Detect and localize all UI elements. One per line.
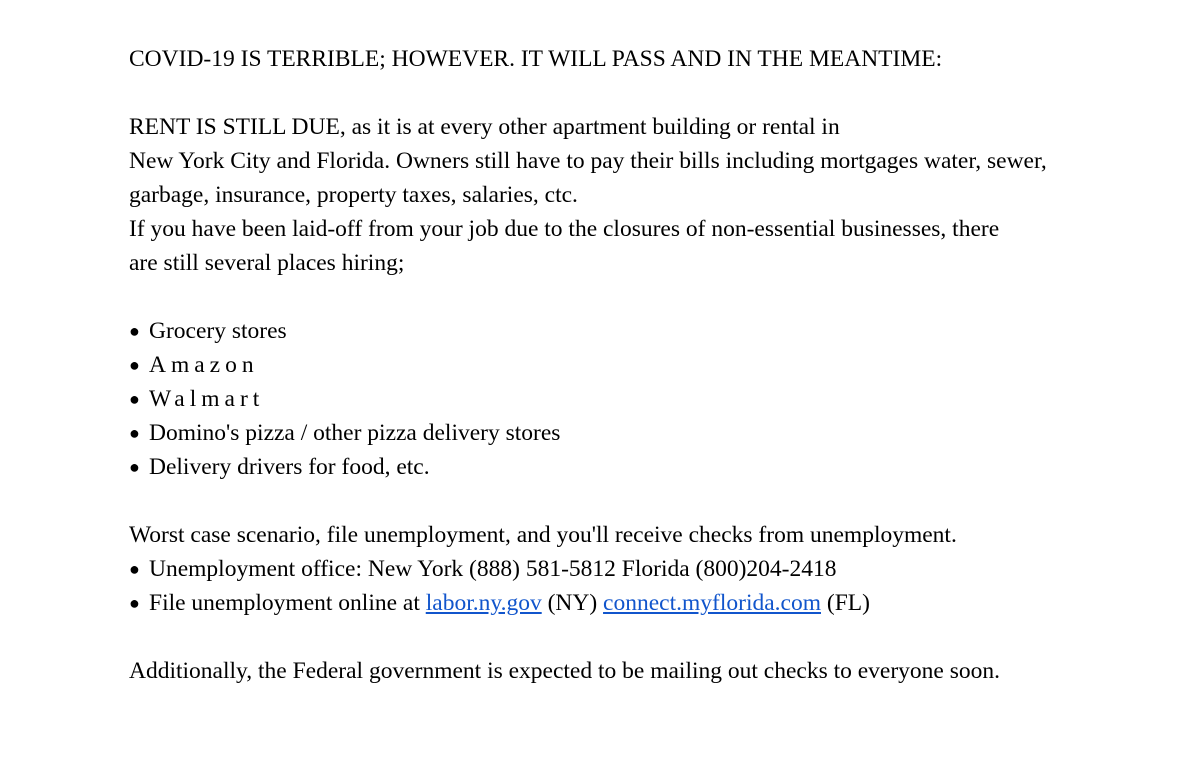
- list-item: [129, 552, 1139, 586]
- rent-paragraph: [129, 110, 1139, 280]
- list-item: [129, 348, 1139, 382]
- unemployment-list: [129, 552, 1139, 620]
- bullet-icon: ●: [129, 389, 140, 409]
- spacer: [129, 76, 1139, 110]
- list-item: [129, 314, 1139, 348]
- list-item-text: Domino's pizza / other pizza delivery stores: [149, 420, 561, 446]
- list-item-text: Grocery stores: [149, 318, 287, 344]
- rent-line-5: are still several places hiring;: [129, 250, 405, 276]
- bullet-icon: ●: [129, 423, 140, 443]
- list-item-text: Delivery drivers for food, etc.: [149, 454, 430, 480]
- connect-myflorida-link[interactable]: connect.myflorida.com: [603, 590, 821, 616]
- ny-suffix: (NY): [541, 590, 604, 616]
- rent-line-3: garbage, insurance, property taxes, salaries, ctc.: [129, 182, 578, 208]
- fl-suffix: (FL): [821, 590, 870, 616]
- list-item-text: Amazon: [149, 352, 259, 378]
- hiring-list: [129, 314, 1139, 484]
- rent-line-4: If you have been laid-off from your job due to the closures of non-essential businesses, there: [129, 216, 1000, 242]
- rent-line-1: RENT IS STILL DUE, as it is at every other apartment building or rental in: [129, 114, 840, 140]
- unemployment-intro: Worst case scenario, file unemployment, and you'll receive checks from unemployment.: [129, 522, 957, 548]
- bullet-icon: ●: [129, 321, 140, 341]
- list-item: [129, 416, 1139, 450]
- bullet-icon: ●: [129, 355, 140, 375]
- labor-ny-gov-link[interactable]: labor.ny.gov: [425, 590, 542, 616]
- file-online-prefix: File unemployment online at: [149, 590, 426, 616]
- closing-paragraph: Additionally, the Federal government is expected to be mailing out checks to everyone soon.: [129, 658, 1001, 684]
- bullet-icon: ●: [129, 593, 140, 613]
- bullet-icon: ●: [129, 457, 140, 477]
- spacer: [129, 280, 1139, 314]
- unemployment-office-text: Unemployment office: New York (888) 581-5812 Florida (800)204-2418: [149, 556, 837, 582]
- list-item: [129, 450, 1139, 484]
- heading: COVID-19 IS TERRIBLE; HOWEVER. IT WILL PASS AND IN THE MEANTIME:: [129, 46, 943, 72]
- document-body: [129, 42, 1139, 688]
- spacer: [129, 484, 1139, 518]
- spacer: [129, 620, 1139, 654]
- bullet-icon: ●: [129, 559, 140, 579]
- list-item-text: Walmart: [149, 386, 265, 412]
- list-item: [129, 586, 1139, 620]
- list-item: [129, 382, 1139, 416]
- rent-line-2: New York City and Florida. Owners still have to pay their bills including mortgages water, sewer,: [129, 148, 1047, 174]
